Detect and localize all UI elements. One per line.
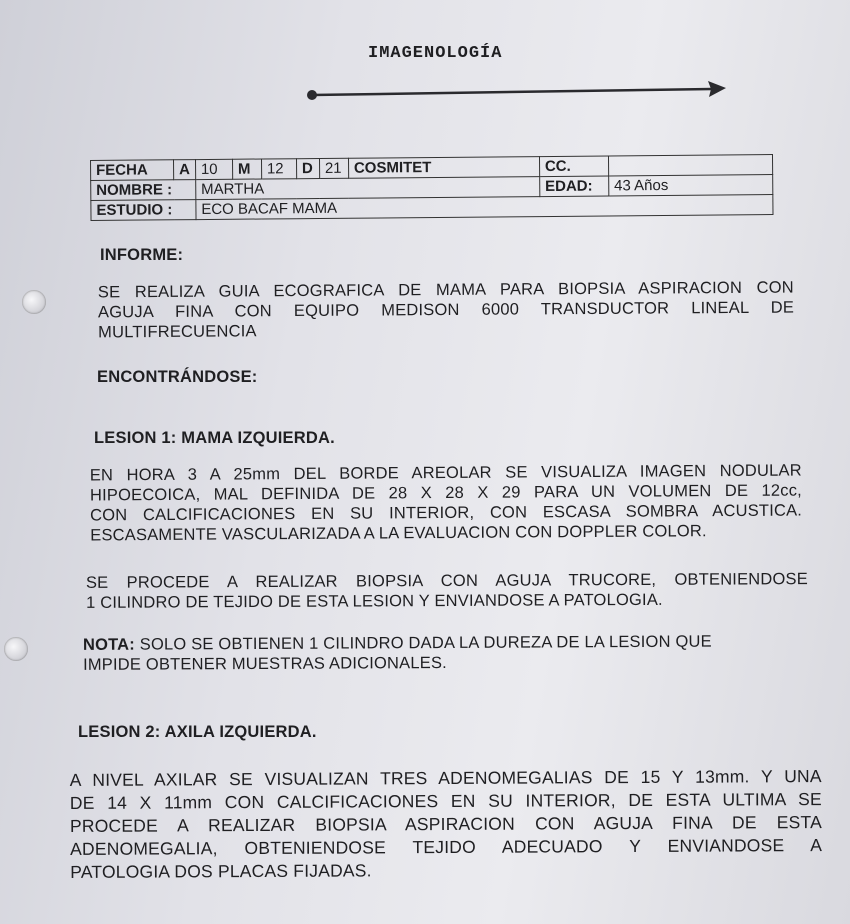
lesion2-paragraph	[70, 765, 823, 884]
biopsia-paragraph	[86, 569, 808, 613]
nombre-label: NOMBRE :	[91, 180, 196, 201]
nota-line-1	[83, 631, 811, 655]
nota-label: NOTA:	[82, 635, 136, 654]
edad-value: 43 Años	[609, 175, 773, 196]
m-value: 12	[261, 159, 296, 179]
lesion2-line: PROCEDE A REALIZAR BIOPSIA ASPIRACION CON AGUJA FINA DE ESTA	[69, 812, 823, 836]
m-label: M	[232, 159, 261, 179]
informe-paragraph	[98, 278, 794, 343]
biopsia-line: 1 CILINDRO DE TEJIDO DE ESTA LESION Y ENVIANDOSE A PATOLOGIA.	[86, 590, 663, 612]
biopsia-line: SE PROCEDE A REALIZAR BIOPSIA CON AGUJA TRUCORE, OBTENIENDOSE	[85, 570, 808, 592]
cc-label: CC.	[539, 156, 608, 177]
informe-line: AGUJA FINA CON EQUIPO MEDISON 6000 TRANSDUCTOR LINEAL DE	[97, 298, 795, 322]
lesion2-line: ADENOMEGALIA, OBTENIENDOSE TEJIDO ADECUADO Y ENVIANDOSE A	[70, 835, 823, 859]
lesion1-line: EN HORA 3 A 25mm DEL BORDE AREOLAR SE VISUALIZA IMAGEN NODULAR	[89, 461, 802, 485]
page-title: IMAGENOLOGÍA	[368, 44, 503, 63]
lesion1-line: ESCASAMENTE VASCULARIZADA A LA EVALUACION CON DOPPLER COLOR.	[90, 522, 707, 545]
arrow-decoration	[300, 78, 730, 108]
lesion1-line: CON CALCIFICACIONES EN SU INTERIOR, CON ESCASA SOMBRA ACUSTICA.	[90, 501, 803, 525]
a-value: 10	[195, 159, 232, 179]
lesion2-line: A NIVEL AXILAR SE VISUALIZAN TRES ADENOMEGALIAS DE 15 Y 13mm. Y UNA	[69, 766, 822, 790]
nota-paragraph	[83, 631, 811, 675]
encontrandose-heading: ENCONTRÁNDOSE:	[97, 368, 258, 386]
d-value: 21	[319, 158, 348, 178]
header-table	[90, 154, 774, 221]
lesion2-line: PATOLOGIA DOS PLACAS FIJADAS.	[70, 860, 372, 882]
nota-line-2: IMPIDE OBTENER MUESTRAS ADICIONALES.	[83, 654, 447, 674]
nota-text: SOLO SE OBTIENEN 1 CILINDRO DADA LA DUREZA DE LA LESION QUE	[134, 632, 712, 654]
informe-line: SE REALIZA GUIA ECOGRAFICA DE MAMA PARA BIOPSIA ASPIRACION CON	[97, 278, 794, 302]
informe-line: MULTIFRECUENCIA	[98, 322, 257, 342]
lesion1-line: HIPOECOICA, MAL DEFINIDA DE 28 X 28 X 29 PARA UN VOLUMEN DE 12cc,	[89, 481, 802, 505]
lesion2-line: DE 14 X 11mm CON CALCIFICACIONES EN SU INTERIOR, DE ESTA ULTIMA SE	[69, 789, 822, 813]
a-label: A	[174, 160, 196, 180]
lesion1-paragraph	[90, 461, 803, 546]
informe-heading: INFORME:	[100, 246, 184, 264]
lesion1-heading: LESION 1: MAMA IZQUIERDA.	[94, 429, 335, 447]
punch-hole-top	[22, 290, 46, 314]
punch-hole-bottom	[4, 637, 28, 661]
d-label: D	[296, 158, 319, 178]
edad-label: EDAD:	[540, 176, 609, 197]
institution: COSMITET	[348, 157, 539, 179]
fecha-label: FECHA	[91, 160, 174, 181]
cc-value	[608, 155, 772, 176]
estudio-label: ESTUDIO :	[91, 200, 196, 221]
nombre-value: MARTHA	[196, 177, 540, 200]
estudio-value: ECO BACAF MAMA	[196, 195, 773, 220]
lesion2-heading: LESION 2: AXILA IZQUIERDA.	[78, 723, 317, 741]
